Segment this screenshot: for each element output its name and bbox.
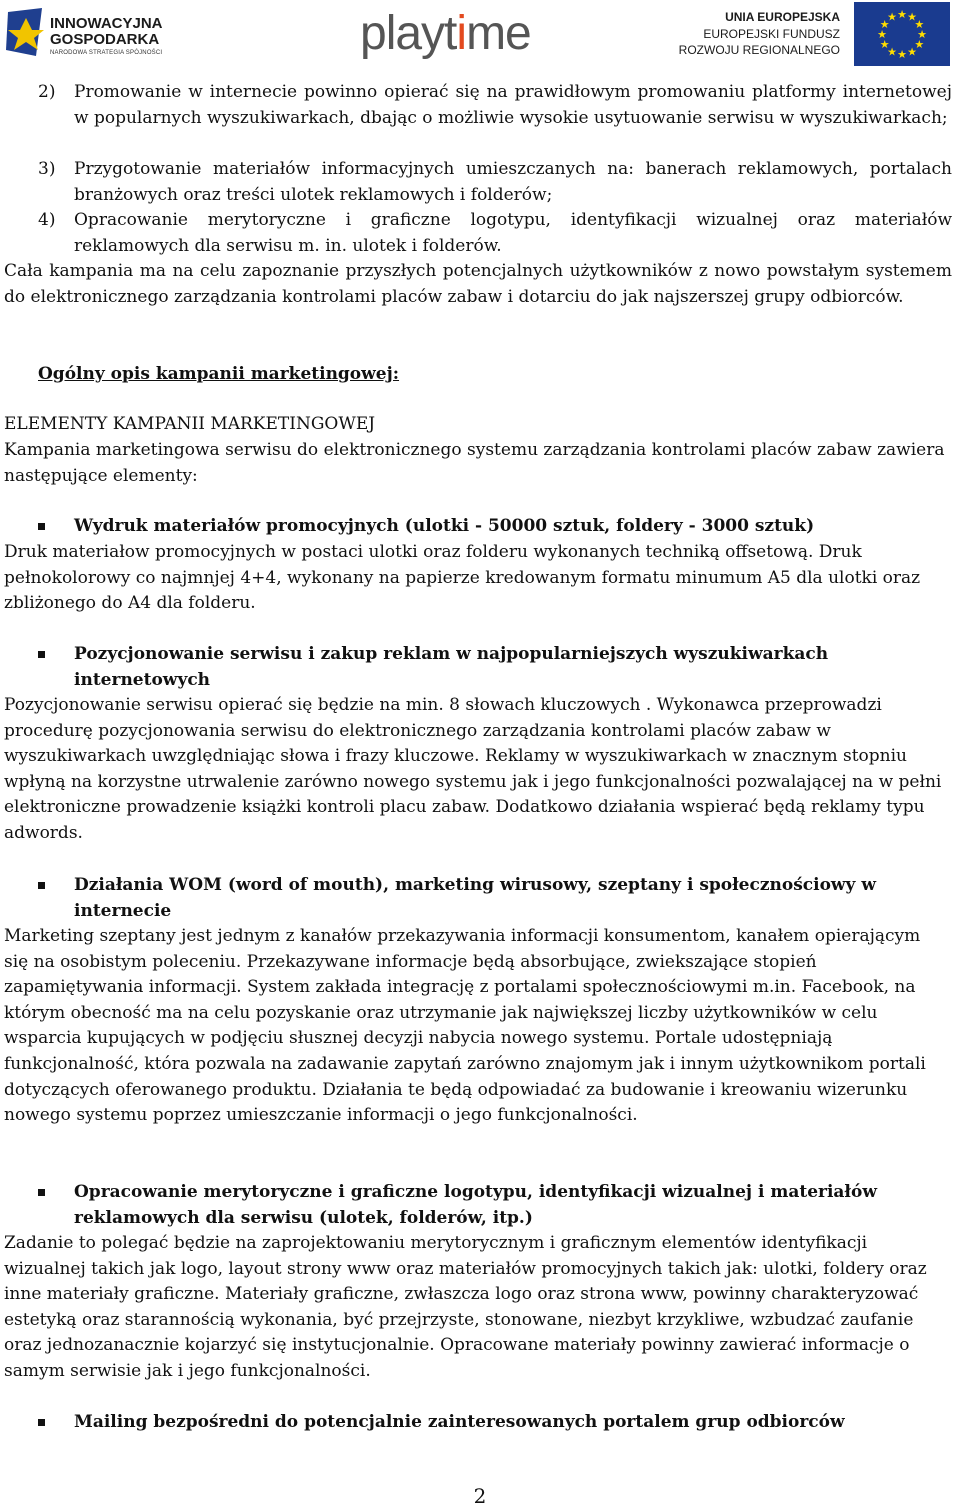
playtime-logo [360, 6, 531, 61]
bullet-body-identity: Zadanie to polegać będzie na zaprojektowaniu merytorycznym i graficznym elementów identyfikacji wizualnej takich jak logo, layout strony www oraz materiałów promocyjnych takich jak: ulotki, foldery oraz inne materiały graficzne. Materiały graficzne, zwłaszcza logo oraz strona www, powinny charakteryzować estetyką oraz starannością wykonania, być przejrzyste, stonowane, niezbyt krzykliwe, wzbudzać zaufanie oraz jednozanacznie kojarzyć się instytucjonalnie. Opracowane materiały powinny zawierać informacje o samym serwisie jak i jego funkcjonalności. [4, 1233, 927, 1381]
list-item-text: Opracowanie merytoryczne i graficzne logotypu, identyfikacji wizualnej oraz materiałów reklamowych dla serwisu m. in. ulotek i folderów. [74, 210, 952, 256]
eu-star-icon: ★ [877, 29, 887, 41]
page-header [0, 0, 960, 70]
bullet-heading-print [38, 514, 918, 540]
eu-fund-logo [680, 2, 950, 66]
eu-star-icon: ★ [879, 39, 890, 51]
bullet-body-wom: Marketing szeptany jest jednym z kanałów przekazywania informacji konsumentom, kanałem opierającym się na osobistym poleceniu. Przekazywane informacje będą absorbujące, zwiekszające stopień zapamiętywania informacji. System zakłada integrację z portalami społecznościowymi m.in. Facebook, na którym obecność ma na celu pozyskanie oraz utrzymanie jak największej liczby użytkowników w celu wsparcia kupujących w podjęciu słusznej decyzji nabycia nowego systemu. Portale udostępniają funkcjonalność, która pozwala na zadawanie zapytań zarówno znajomym jak i innym użytkownikom portali dotyczących oferowanego produktu. Działania te będą odpowiadać za budowanie i kreowaniu wizerunku nowego systemu poprzez umieszczanie informacji o jego funkcjonalności. [4, 926, 926, 1126]
elements-intro: Kampania marketingowa serwisu do elektronicznego systemu zarządzania kontrolami placów zabaw zawiera następujące elementy: [4, 440, 945, 486]
eu-star-icon: ★ [897, 9, 907, 21]
eu-star-icon: ★ [897, 49, 907, 61]
eu-star-icon: ★ [887, 46, 897, 59]
bullet-title: Opracowanie merytoryczne i graficzne logotypu, identyfikacji wizualnej i materiałów reklamowych dla serwisu (ulotek, folderów, itp.) [74, 1182, 877, 1228]
eu-star-icon: ★ [879, 19, 890, 31]
list-item-number: 3) [38, 159, 56, 179]
eu-logo-line3: ROZWOJU REGIONALNEGO [678, 43, 840, 57]
bullet-body-print: Druk materiałow promocyjnych w postaci ulotki oraz folderu wykonanych techniką offsetową. Druk pełnokolorowy co najmnjej 4+4, wykonany na papierze kredowanym formatu minumum A5 dla ulotki oraz zbliżonego do A4 dla folderu. [4, 542, 921, 614]
bullet-heading-mailing [38, 1410, 938, 1436]
bullet-square-icon [38, 523, 45, 530]
list-item-text: Promowanie w internecie powinno opierać się na prawidłowym promowaniu platformy internetowej w popularnych wyszukiwarkach, dbając o możliwie wysokie usytuowanie serwisu w wyszukiwarkach; [74, 82, 952, 128]
bullet-heading-seo [38, 642, 898, 693]
bullet-square-icon [38, 1419, 45, 1426]
bullet-heading-wom [38, 873, 908, 924]
eu-logo-line1: UNIA EUROPEJSKA [725, 10, 840, 24]
elements-heading: ELEMENTY KAMPANII MARKETINGOWEJ [4, 414, 376, 434]
ig-logo-line2: GOSPODARKA [50, 31, 160, 48]
eu-logo-line2: EUROPEJSKI FUNDUSZ [703, 27, 840, 41]
eu-star-icon: ★ [917, 29, 927, 41]
bullet-square-icon [38, 1189, 45, 1196]
list-item-number: 2) [38, 82, 56, 102]
eu-star-icon: ★ [914, 39, 925, 51]
list-item-number: 4) [38, 210, 56, 230]
ig-emblem-icon [6, 6, 46, 58]
list-item-4 [38, 208, 952, 259]
bullet-title: Pozycjonowanie serwisu i zakup reklam w najpopularniejszych wyszukiwarkach internetowych [74, 644, 829, 690]
bullet-body-seo: Pozycjonowanie serwisu opierać się będzie na min. 8 słowach kluczowych . Wykonawca przeprowadzi procedurę pozycjonowania serwisu do elektronicznego zarządzania kontrolami placów zabaw w wyszukiwarkach uwzględniając słowa i frazy kluczowe. Reklamy w wyszukiwarkach w znacznym stopniu wpłyną na korzystne utrwalenie zarówno nowego systemu jak i jego funkcjonalności pozwalającej na w pełni elektroniczne prowadzenie książki kontroli placu zabaw. Dodatkowo działania wspierać będą reklamy typu adwords. [4, 695, 942, 843]
eu-star-icon: ★ [907, 46, 917, 59]
section-title: Ogólny opis kampanii marketingowej: [38, 364, 400, 384]
intro-paragraph: Cała kampania ma na celu zapoznanie przyszłych potencjalnych użytkowników z nowo powstałym systemem do elektronicznego zarządzania kontrolami placów zabaw i dotarciu do jak najszerszej grupy odbiorców. [4, 261, 952, 307]
bullet-square-icon [38, 882, 45, 889]
eu-star-icon: ★ [887, 11, 897, 24]
page-number: 2 [473, 1484, 487, 1508]
playtime-logo-part2: me [466, 7, 531, 60]
playtime-logo-part1: playt [360, 7, 457, 60]
list-item-2 [38, 80, 952, 131]
list-item-text: Przygotowanie materiałów informacyjnych umieszczanych na: banerach reklamowych, portalach branżowych oraz treści ulotek reklamowych i folderów; [74, 159, 952, 205]
bullet-square-icon [38, 651, 45, 658]
playtime-logo-dot: i [456, 7, 467, 60]
ig-logo-line3: NARODOWA STRATEGIA SPÓJNOŚCI [50, 50, 163, 56]
eu-flag-icon [854, 2, 950, 66]
list-item-3 [38, 157, 952, 208]
innowacyjna-gospodarka-logo [6, 6, 176, 62]
eu-star-icon: ★ [914, 19, 925, 31]
bullet-title: Mailing bezpośredni do potencjalnie zainteresowanych portalem grup odbiorców [74, 1412, 845, 1432]
bullet-title: Wydruk materiałów promocyjnych (ulotki - 50000 sztuk, foldery - 3000 sztuk) [74, 516, 815, 536]
bullet-heading-identity [38, 1180, 938, 1231]
ig-logo-line1: INNOWACYJNA [50, 15, 163, 32]
eu-star-icon: ★ [907, 11, 917, 24]
bullet-title: Działania WOM (word of mouth), marketing wirusowy, szeptany i społecznościowy w internecie [74, 875, 876, 921]
